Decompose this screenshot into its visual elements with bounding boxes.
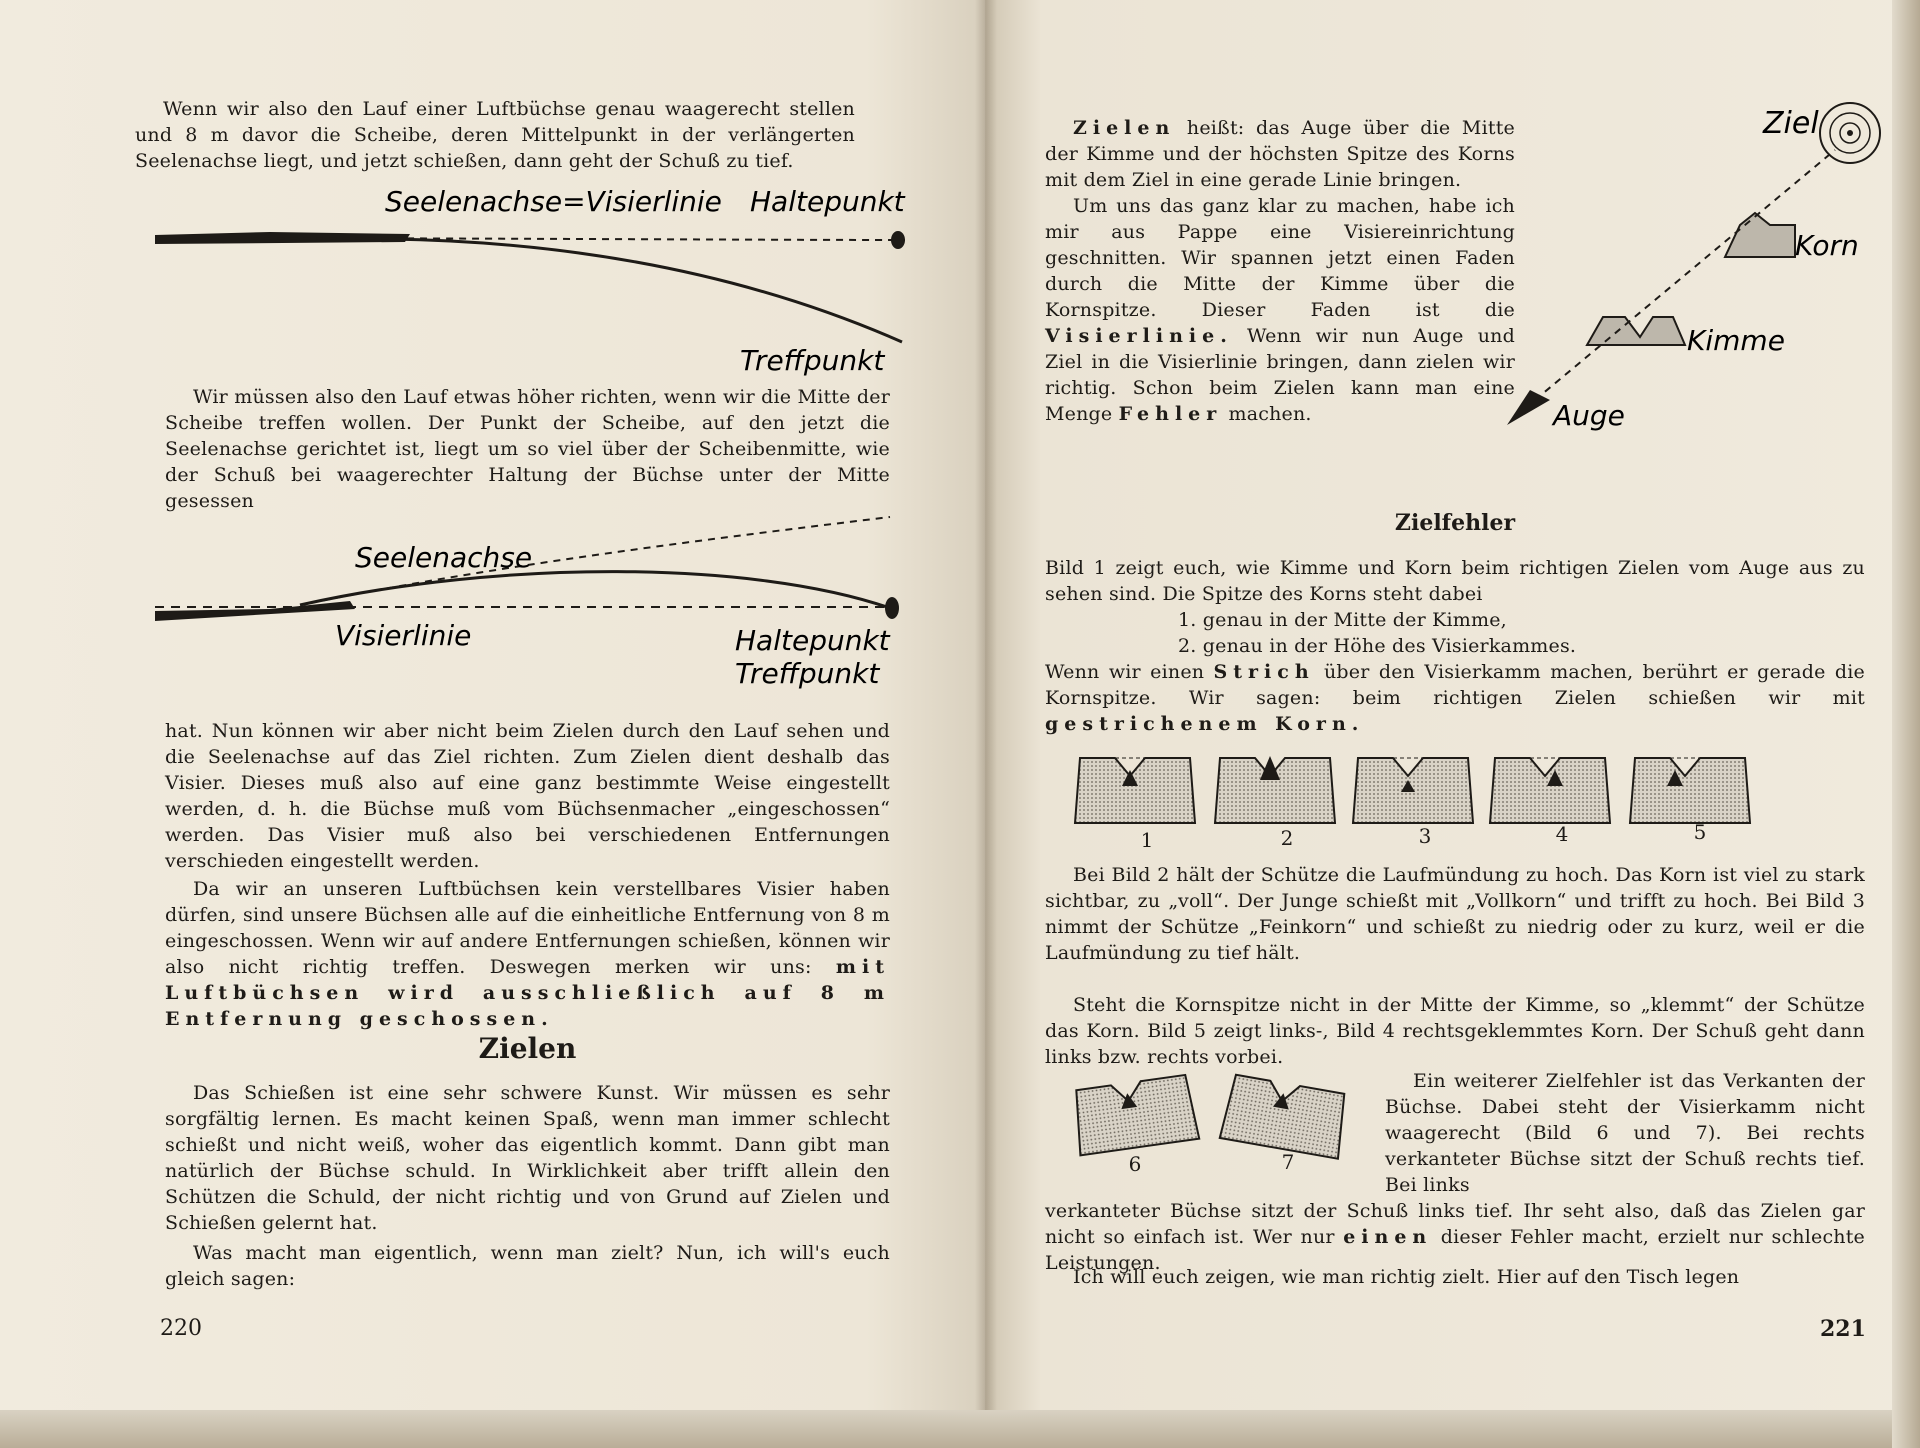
rear-sight-icon [1587, 317, 1685, 345]
label-hit-point-2: Treffpunkt [735, 657, 880, 690]
right-para-2-emphasis: Visierlinie. [1045, 325, 1233, 347]
sight-picture-4 [1490, 758, 1610, 823]
front-sight-icon [1725, 213, 1795, 257]
target-disc-raised-icon [885, 597, 899, 619]
sight-picture-row [1070, 748, 1840, 843]
book-spine-shadow [975, 0, 997, 1420]
canted-sight-pictures [1070, 1068, 1360, 1178]
heading-zielen: Zielen [478, 1032, 577, 1065]
trajectory-diagram-raised [150, 505, 920, 705]
rifle-barrel-raised-shape [155, 601, 355, 621]
heading-zielfehler: Zielfehler [1394, 510, 1516, 536]
right-para-1-emphasis: Zielen [1073, 117, 1176, 139]
figure-label-2: 2 [1280, 826, 1294, 850]
right-para-7: Ein weiterer Zielfehler ist das Verkanten der Büchse. Dabei steht der Visierkamm nicht waagerecht (Bild 6 und 7). Bei rechts verkanteter Büchse sitzt der Schuß rechts tief. Bei links [1385, 1070, 1865, 1196]
label-sight-line: Visierlinie [335, 619, 472, 652]
label-hit-point: Treffpunkt [740, 344, 885, 377]
right-para-4-text-b: über den Visierkamm machen, berührt er gerade die Kornspitze. Wir sagen: beim richtigen Zielen schießen wir mit [1045, 661, 1865, 709]
right-para-8-emphasis: einen [1343, 1226, 1433, 1248]
list-item-2: 2. genau in der Höhe des Visierkammes. [1178, 635, 1577, 657]
left-para-4-emphasis: mit Luftbüchsen wird ausschließlich auf 8 m Entfernung geschossen. [165, 956, 890, 1030]
right-para-2-text-b: Wenn wir nun Auge und Ziel in die Visierlinie bringen, dann zielen wir richtig. Schon beim Zielen kann man eine Menge [1045, 325, 1515, 425]
right-para-2-text-a: Um uns das ganz klar zu machen, habe ich mir aus Pappe eine Visiereinrichtung geschnitten. Wir spannen jetzt einen Faden durch die Mitte der Kimme über die Kornspitze. Dieser Faden ist die [1045, 195, 1515, 321]
right-para-5: Bei Bild 2 hält der Schütze die Laufmündung zu hoch. Das Korn ist viel zu stark sichtbar, zu „voll“. Der Junge schießt mit „Vollkorn“ und trifft zu hoch. Bei Bild 3 nimmt der Schütze „Feinkorn“ und schießt zu niedrig oder zu kurz, weil er die Laufmündung zu tief hält. [1045, 864, 1865, 964]
figure-label-4: 4 [1555, 822, 1569, 846]
list-item-1: 1. genau in der Mitte der Kimme, [1178, 609, 1507, 631]
sight-picture-5 [1630, 758, 1750, 823]
right-para-8-text-a: verkanteter Büchse sitzt der Schuß links tief. Ihr seht also, daß das Zielen gar nicht so einfach ist. Wer nur [1045, 1200, 1865, 1248]
label-hold-point: Haltepunkt [750, 185, 905, 218]
figure-label-1: 1 [1140, 828, 1154, 852]
right-para-2-text-c: machen. [1228, 403, 1312, 425]
label-bore-axis-2: Seelenachse [355, 541, 533, 574]
left-para-4 [165, 876, 890, 1032]
sight-picture-3 [1353, 758, 1473, 823]
page-number-right: 221 [1820, 1316, 1866, 1342]
right-page [985, 0, 1920, 1430]
label-rear-sight: Kimme [1687, 324, 1785, 357]
left-para-5: Das Schießen ist eine sehr schwere Kunst. Wir müssen es sehr sorgfältig lernen. Es macht keinen Spaß, wenn man immer schlecht schießt und nicht weiß, woher das eigentlich kommt. Dann gibt man natürlich der Büchse schuld. In Wirklichkeit aber trifft allein den Schützen die Schuld, der nicht richtig und von Grund auf Zielen und Schießen gelernt hat. [165, 1082, 890, 1234]
left-para-3: hat. Nun können wir aber nicht beim Zielen durch den Lauf sehen und die Seelenachse auf das Ziel richten. Zum Zielen dient deshalb das Visier. Dieses muß also auf eine ganz bestimmte Weise eingestellt werden, d. h. die Büchse muß vom Büchsenmacher „eingeschossen“ werden. Das Visier muß also bei verschiedenen Entfernungen verschieden eingestellt werden. [165, 720, 890, 872]
right-para-4-emphasis-2: gestrichenem Korn. [1045, 713, 1365, 735]
right-para-1-text: heißt: das Auge über die Mitte der Kimme und der höchsten Spitze des Korns mit dem Ziel in eine gerade Linie bringen. [1045, 117, 1515, 191]
right-para-1 [1045, 115, 1515, 193]
trajectory-curve [390, 239, 902, 342]
right-para-4-text-a: Wenn wir einen [1045, 661, 1205, 683]
left-para-6: Was macht man eigentlich, wenn man zielt? Nun, ich will's euch gleich sagen: [165, 1242, 890, 1290]
target-disc-icon [891, 231, 905, 249]
figure-label-5: 5 [1693, 820, 1707, 844]
trajectory-raised-curve [300, 572, 890, 608]
left-para-4-text: Da wir an unseren Luftbüchsen kein verstellbares Visier haben dürfen, sind unsere Büchsen alle auf die einheitliche Entfernung von 8 m eingeschossen. Wenn wir auf andere Entfernungen schießen, können wir also nicht richtig treffen. Deswegen merken wir uns: [165, 878, 890, 978]
right-para-4-emphasis: Strich [1213, 661, 1315, 683]
sight-picture-6 [1071, 1074, 1199, 1155]
trajectory-diagram-level [150, 180, 920, 380]
right-para-4 [1045, 659, 1865, 737]
sight-line-diagram [1525, 95, 1885, 440]
label-target: Ziel [1763, 106, 1819, 141]
left-para-2: Wir müssen also den Lauf etwas höher richten, wenn wir die Mitte der Scheibe treffen wollen. Der Punkt der Scheibe, auf den jetzt die Seelenachse gerichtet ist, liegt um so viel über der Scheibenmitte, wie der Schuß bei waagerechter Haltung der Büchse unter der Mitte gesessen [165, 386, 890, 512]
figure-label-3: 3 [1418, 824, 1432, 848]
label-hold-point-2: Haltepunkt [735, 624, 890, 657]
label-bore-axis: Seelenachse=Visierlinie [385, 185, 722, 218]
page-number-left: 220 [160, 1316, 202, 1341]
right-para-9: Ich will euch zeigen, wie man richtig zielt. Hier auf den Tisch legen [1073, 1266, 1740, 1288]
book-right-edge [1892, 0, 1920, 1448]
figure-label-6: 6 [1128, 1152, 1142, 1176]
book-bottom-edge [0, 1410, 1920, 1448]
right-para-3: Bild 1 zeigt euch, wie Kimme und Korn beim richtigen Zielen vom Auge aus zu sehen sind. Die Spitze des Korns steht dabei [1045, 557, 1865, 605]
label-front-sight: Korn [1795, 229, 1859, 262]
aim-line [1535, 150, 1835, 400]
figure-label-7: 7 [1281, 1150, 1295, 1174]
right-para-2-emphasis-2: Fehler [1118, 403, 1223, 425]
right-para-2 [1045, 193, 1515, 427]
sight-picture-1 [1075, 758, 1195, 823]
sight-picture-2 [1215, 756, 1335, 823]
sight-picture-7 [1220, 1074, 1349, 1159]
label-eye: Auge [1553, 399, 1625, 432]
right-para-6: Steht die Kornspitze nicht in der Mitte der Kimme, so „klemmt“ der Schütze das Korn. Bild 5 zeigt links-, Bild 4 rechtsgeklemmtes Korn. Der Schuß geht dann links bzw. rechts vorbei. [1045, 994, 1865, 1068]
right-para-8-text-b: dieser Fehler macht, erzielt nur schlechte Leistungen. [1045, 1226, 1865, 1274]
left-para-1: Wenn wir also den Lauf einer Luftbüchse genau waagerecht stellen und 8 m davor die Scheibe, deren Mittelpunkt in der verlängerten Seelenachse liegt, und jetzt schießen, dann geht der Schuß zu tief. [135, 98, 855, 172]
